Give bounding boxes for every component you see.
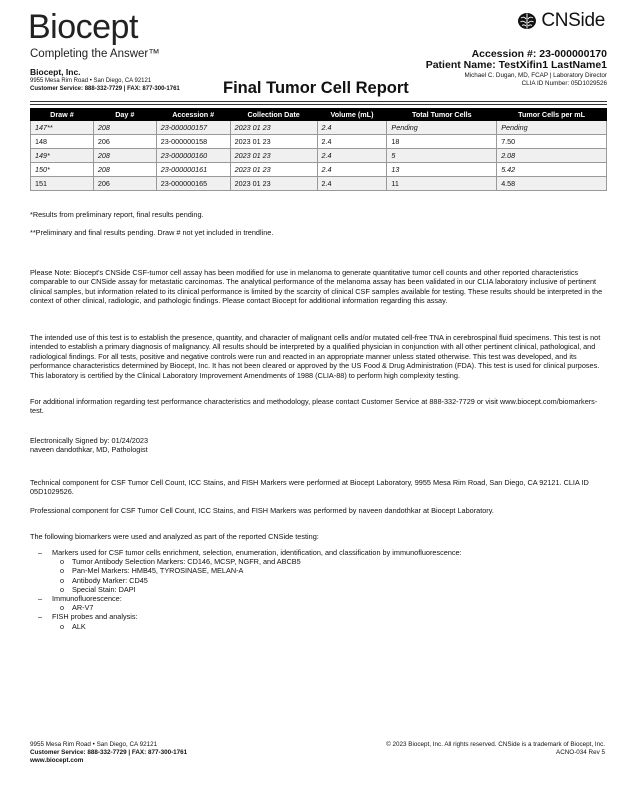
cell: 208 <box>93 149 156 163</box>
biomarkers-intro: The following biomarkers were used and analyzed as part of the reported CNSide testing: <box>30 532 319 541</box>
cell: 151 <box>31 177 94 191</box>
cell: 150* <box>31 163 94 177</box>
note-pending: **Preliminary and final results pending. Draw # not yet included in trendline. <box>30 228 274 237</box>
pathologist-name: naveen dandothkar, MD, Pathologist <box>30 445 148 455</box>
cell: 2023 01 23 <box>230 121 317 135</box>
cell: 2023 01 23 <box>230 177 317 191</box>
cell: 208 <box>93 163 156 177</box>
cell: 2023 01 23 <box>230 149 317 163</box>
cell: Pending <box>497 121 607 135</box>
list-item <box>60 585 598 594</box>
cell: 23-000000158 <box>156 135 230 149</box>
table-row <box>31 163 607 177</box>
header-rule-2 <box>30 104 607 105</box>
footer-address: 9955 Mesa Rim Road • San Diego, CA 92121 <box>30 741 158 748</box>
biomarker-item: Special Stain: DAPI <box>72 584 136 594</box>
biomarker-group <box>38 612 598 630</box>
col-accession: Accession # <box>156 109 230 121</box>
list-item <box>60 622 598 631</box>
footer-form-id: ACNO-034 Rev 5 <box>556 748 605 756</box>
dash-bullet: – <box>38 612 43 622</box>
clia-id: CLIA ID Number: 05D1029526 <box>521 79 607 87</box>
col-collection-date: Collection Date <box>230 109 317 121</box>
signature-block <box>30 436 608 455</box>
list-item <box>60 557 598 566</box>
cell: 2.4 <box>317 163 387 177</box>
please-note-paragraph: Please Note: Biocept's CNSide CSF-tumor cell assay has been modified for use in melanoma to generate quantitative tumor cell counts and other reported characteristics comparable to our CNSide assay for metastatic carcinomas. The analytical performance of the melanoma assay has been validated in our CLIA laboratory inclusive of pertinent clinical samples, but information related to its clinical performance is limited by the scarcity of clinical CSF samples available for testing. These results should be interpreted in the context of other clinical, radiologic, and pathologic findings. Please contact Biocept for additional information regarding this assay. <box>30 268 603 306</box>
biomarker-group-title: Markers used for CSF tumor cells enrichment, selection, enumeration, identification, and classification by immunofluorescence: <box>52 548 462 557</box>
cell: 2.4 <box>317 177 387 191</box>
cell: 206 <box>93 135 156 149</box>
cell: 2.4 <box>317 135 387 149</box>
biomarker-group <box>38 594 598 612</box>
col-day: Day # <box>93 109 156 121</box>
biomarker-item: AR-V7 <box>72 603 94 613</box>
footer-phone: Customer Service: 888-332-7729 | FAX: 877-300-1761 <box>30 748 188 756</box>
biomarker-sublist <box>60 557 598 594</box>
cell: 206 <box>93 177 156 191</box>
biomarker-group <box>38 548 598 594</box>
cell: 7.50 <box>497 135 607 149</box>
circle-bullet: o <box>60 584 65 594</box>
list-item <box>60 576 598 585</box>
circle-bullet: o <box>60 575 65 585</box>
cell: 5.42 <box>497 163 607 177</box>
circle-bullet: o <box>60 566 65 576</box>
signed-date: Electronically Signed by: 01/24/2023 <box>30 436 149 445</box>
technical-component-paragraph: Technical component for CSF Tumor Cell Count, ICC Stains, and FISH Markers were performed at Biocept Laboratory, 9955 Mesa Rim Road, San Diego, CA 92121. CLIA ID 05D1029526. <box>30 478 589 497</box>
list-item <box>60 566 598 575</box>
results-table <box>30 108 607 191</box>
table-row <box>31 135 607 149</box>
lab-director <box>464 72 607 87</box>
cell: 23-000000160 <box>156 149 230 163</box>
header-rule <box>30 101 607 102</box>
cell: 2.4 <box>317 149 387 163</box>
biocept-logo: Biocept <box>28 8 138 46</box>
cell: 2.4 <box>317 121 387 135</box>
company-address: 9955 Mesa Rim Road • San Diego, CA 92121 <box>30 78 152 84</box>
biomarker-group-title-row <box>38 594 598 603</box>
footer-left <box>30 741 187 764</box>
footer-copyright: © 2023 Biocept, Inc. All rights reserved. CNSide is a trademark of Biocept, Inc. <box>386 741 605 748</box>
cell: 4.58 <box>497 177 607 191</box>
biomarker-item: Pan-Mel Markers: HMB45, TYROSINASE, MELAN-A <box>72 566 244 576</box>
cell: 5 <box>387 149 497 163</box>
cell: 13 <box>387 163 497 177</box>
tagline: Completing the Answer™ <box>30 48 160 60</box>
footer-right <box>386 741 605 757</box>
biomarker-group-title-row <box>38 612 598 621</box>
biomarker-group-title-row <box>38 548 598 557</box>
accession-number: Accession #: 23-000000170 <box>471 48 607 60</box>
col-draw: Draw # <box>31 109 94 121</box>
biomarker-item: Tumor Antibody Selection Markers: CD146, MCSP, NGFR, and ABCB5 <box>72 557 301 567</box>
cell: 11 <box>387 177 497 191</box>
biomarker-group-title: FISH probes and analysis: <box>52 612 138 622</box>
cell: 23-000000157 <box>156 121 230 135</box>
footer-website-link[interactable]: www.biocept.com <box>30 756 84 764</box>
cnside-logo-text: CNSide <box>541 10 605 31</box>
table-row <box>31 121 607 135</box>
cell: 208 <box>93 121 156 135</box>
professional-component-paragraph: Professional component for CSF Tumor Cell Count, ICC Stains, and FISH Markers was performed by naveen dandothkar at Biocept Laboratory. <box>30 506 494 515</box>
biomarker-group-title: Immunofluorescence: <box>52 594 122 604</box>
cell: 2023 01 23 <box>230 135 317 149</box>
cell: 147** <box>31 121 94 135</box>
table-header-row <box>31 109 607 121</box>
cell: 148 <box>31 135 94 149</box>
cnside-logo <box>517 10 605 32</box>
col-cells-per-ml: Tumor Cells per mL <box>497 109 607 121</box>
biomarker-item: ALK <box>72 621 86 631</box>
biomarker-list <box>38 548 598 631</box>
circle-bullet: o <box>60 557 65 567</box>
circle-bullet: o <box>60 603 65 613</box>
biomarker-sublist <box>60 603 598 612</box>
brain-icon <box>517 11 537 31</box>
company-name: Biocept, Inc. <box>30 67 81 77</box>
additional-info-paragraph: For additional information regarding test performance characteristics and methodology, please contact Customer Service at 888-332-7729 or visit www.biocept.com/biomarkers-test. <box>30 397 598 416</box>
director-name: Michael C. Dugan, MD, FCAP | Laboratory Director <box>464 72 607 79</box>
col-total-cells: Total Tumor Cells <box>387 109 497 121</box>
cell: Pending <box>387 121 497 135</box>
report-title: Final Tumor Cell Report <box>223 79 409 97</box>
biomarker-item: Antibody Marker: CD45 <box>72 575 148 585</box>
cell: 149* <box>31 149 94 163</box>
company-phone: Customer Service: 888-332-7729 | FAX: 877-300-1761 <box>30 86 180 92</box>
patient-name: Patient Name: TestXifin1 LastName1 <box>425 59 607 71</box>
dash-bullet: – <box>38 548 43 557</box>
cell: 2023 01 23 <box>230 163 317 177</box>
circle-bullet: o <box>60 621 65 631</box>
intended-use-paragraph: The intended use of this test is to establish the presence, quantity, and character of malignant cells and/or mutated cell-free TNA in cerebrospinal fluid specimens. This test is not intended to establish a primary diagnosis of malignancy. All results should be interpreted by a qualified physician in conjunction with all other pertinent clinical, pathological, and radiological findings. For all tests, positive and negative controls were run and reacted in an appropriate manner unless stated otherwise. This test was developed, and its performance characteristics determined by Biocept, Inc. It has not been cleared or approved by the US Food & Drug Administration (FDA). This test is used for clinical purposes. This laboratory is certified by the Clinical Laboratory Improvement Amendments of 1988 (CLIA-88) to perform high complexity testing. <box>30 333 601 380</box>
cell: 23-000000161 <box>156 163 230 177</box>
note-preliminary: *Results from preliminary report, final results pending. <box>30 210 204 219</box>
table-row <box>31 177 607 191</box>
biomarker-sublist <box>60 622 598 631</box>
cell: 2.08 <box>497 149 607 163</box>
cell: 18 <box>387 135 497 149</box>
col-volume: Volume (mL) <box>317 109 387 121</box>
dash-bullet: – <box>38 594 43 604</box>
table-row <box>31 149 607 163</box>
list-item <box>60 603 598 612</box>
cell: 23-000000165 <box>156 177 230 191</box>
